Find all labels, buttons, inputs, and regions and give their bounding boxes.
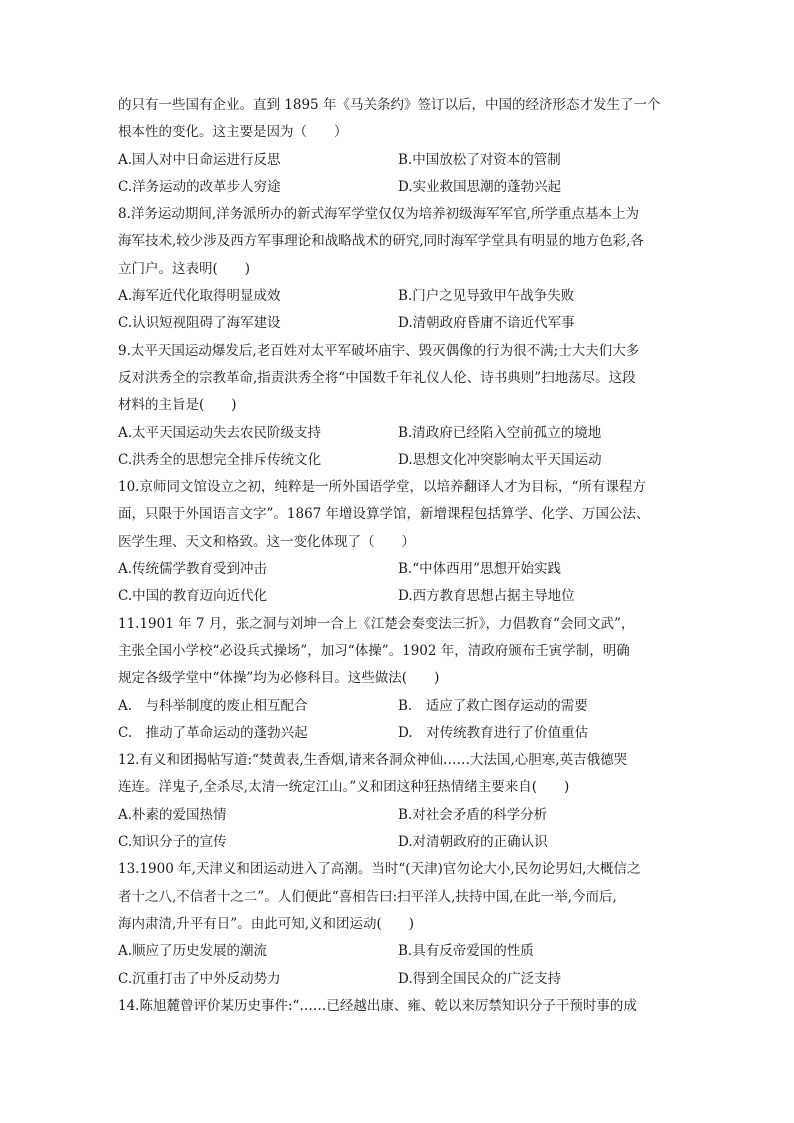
text-line: 13.1900 年,天津义和团运动进入了高潮。当时“(天津)官勿论大小,民勿论男妇,大概信之 xyxy=(118,861,641,878)
text-line: 9.太平天国运动爆发后,老百姓对太平军破坏庙宇、毁灭偶像的行为很不满;士大夫们大多 xyxy=(118,342,640,359)
option-d: D.对清朝政府的正确认识 xyxy=(398,834,548,851)
option-a: A.国人对中日命运进行反思 xyxy=(118,151,281,168)
option-b: B.门户之见导致甲午战争失败 xyxy=(398,288,575,305)
option-d: D.得到全国民众的广泛支持 xyxy=(398,970,562,987)
answer-options xyxy=(118,147,678,202)
option-c: C.洋务运动的改革步人穷途 xyxy=(118,178,281,195)
text-line: 主张全国小学校“必设兵式操场”，加习“体操”。1902 年，清政府颁布壬寅学制，明确 xyxy=(118,642,630,659)
question-text xyxy=(118,611,678,693)
text-line: 面，只限于外国语言文字”。1867 年增设算学馆，新增课程包括算学、化学、万国公法、 xyxy=(118,506,650,523)
option-d: D.思想文化冲突影响太平天国运动 xyxy=(398,451,602,468)
option-c: C.中国的教育迈向近代化 xyxy=(118,588,268,605)
option-c: C.认识短视阻碍了海军建设 xyxy=(118,315,281,332)
answer-options xyxy=(118,556,678,611)
text-line: 11.1901 年 7 月，张之洞与刘坤一合上《江楚会奏变法三折》，力倡教育“会同文武”， xyxy=(118,615,635,632)
option-d: D.西方教育思想占据主导地位 xyxy=(398,588,575,605)
question-11 xyxy=(118,611,678,747)
text-line: 海内肃清,升平有日”。由此可知,义和团运动( ) xyxy=(118,915,415,932)
text-line: 10.京师同文馆设立之初，纯粹是一所外国语学堂，以培养翻译人才为目标，“所有课程方 xyxy=(118,479,646,496)
text-line: 反对洪秀全的宗教革命,指责洪秀全将“中国数千年礼仪人伦、诗书典则”扫地荡尽。这段 xyxy=(118,369,636,386)
option-a: A.太平天国运动失去农民阶级支持 xyxy=(118,424,322,441)
option-b: B.清政府已经陷入空前孤立的境地 xyxy=(398,424,602,441)
answer-options xyxy=(118,283,678,338)
text-line: 规定各级学堂中“体操”均为必修科目。这些做法( ) xyxy=(118,670,440,687)
text-line: 连连。洋鬼子,全杀尽,太清一统定江山。”义和团这种狂热情绪主要来自( ) xyxy=(118,779,570,796)
question-text xyxy=(118,338,678,420)
text-line: 12.有义和团揭帖写道:“焚黄表,生香烟,请来各洞众神仙……大法国,心胆寒,英吉俄德哭 xyxy=(118,752,628,769)
option-c: C. 推动了革命运动的蓬勃兴起 xyxy=(118,724,308,741)
question-13 xyxy=(118,856,678,992)
question-14 xyxy=(118,993,678,1020)
text-line: 者十之八,不信者十之二”。人们便此“喜相告曰:扫平洋人,扶持中国,在此一举,今而后, xyxy=(118,888,617,905)
question-text xyxy=(118,92,678,147)
answer-options xyxy=(118,693,678,748)
question-text xyxy=(118,993,678,1020)
text-line: 医学生理、天文和格致。这一变化体现了（ ） xyxy=(118,533,415,550)
option-a: A. 与科举制度的废止相互配合 xyxy=(118,697,308,714)
option-d: D. 对传统教育进行了价值重估 xyxy=(398,724,589,741)
answer-options xyxy=(118,938,678,993)
text-line: 材料的主旨是( ) xyxy=(118,397,237,414)
question-10 xyxy=(118,474,678,610)
option-a: A.海军近代化取得明显成效 xyxy=(118,288,281,305)
option-a: A.顺应了历史发展的潮流 xyxy=(118,943,268,960)
question-8 xyxy=(118,201,678,337)
exam-page xyxy=(118,92,678,1020)
question-text xyxy=(118,856,678,938)
option-c: C.沉重打击了中外反动势力 xyxy=(118,970,281,987)
option-b: B. 适应了救亡图存运动的需要 xyxy=(398,697,588,714)
option-a: A.朴素的爱国热情 xyxy=(118,806,227,823)
option-d: D.实业救国思潮的蓬勃兴起 xyxy=(398,178,562,195)
option-d: D.清朝政府昏庸不谙近代军事 xyxy=(398,315,575,332)
question-text xyxy=(118,474,678,556)
text-line: 的只有一些国有企业。直到 1895 年《马关条约》签订以后，中国的经济形态才发生了一个 xyxy=(118,97,661,113)
text-line: 根本性的变化。这主要是因为（ ） xyxy=(118,124,348,141)
question-text xyxy=(118,747,678,802)
text-line: 立门户。这表明( ) xyxy=(118,260,251,277)
option-b: B.具有反帝爱国的性质 xyxy=(398,943,534,960)
text-line: 14.陈旭麓曾评价某历史事件:“……已经越出康、雍、乾以来厉禁知识分子干预时事的成 xyxy=(118,997,637,1014)
option-b: B.“中体西用”思想开始实践 xyxy=(398,561,562,578)
option-a: A.传统儒学教育受到冲击 xyxy=(118,561,268,578)
option-b: B.中国放松了对资本的管制 xyxy=(398,151,561,168)
option-c: C.知识分子的宣传 xyxy=(118,834,227,851)
text-line: 8.洋务运动期间,洋务派所办的新式海军学堂仅仅为培养初级海军军官,所学重点基本上为 xyxy=(118,206,639,223)
text-line: 海军技术,较少涉及西方军事理论和战略战术的研究,同时海军学堂具有明显的地方色彩,各 xyxy=(118,233,644,250)
question-12 xyxy=(118,747,678,856)
question-9 xyxy=(118,338,678,474)
option-c: C.洪秀全的思想完全排斥传统文化 xyxy=(118,451,322,468)
question-7-continuation xyxy=(118,92,678,201)
option-b: B.对社会矛盾的科学分析 xyxy=(398,806,548,823)
answer-options xyxy=(118,802,678,857)
answer-options xyxy=(118,420,678,475)
question-text xyxy=(118,201,678,283)
